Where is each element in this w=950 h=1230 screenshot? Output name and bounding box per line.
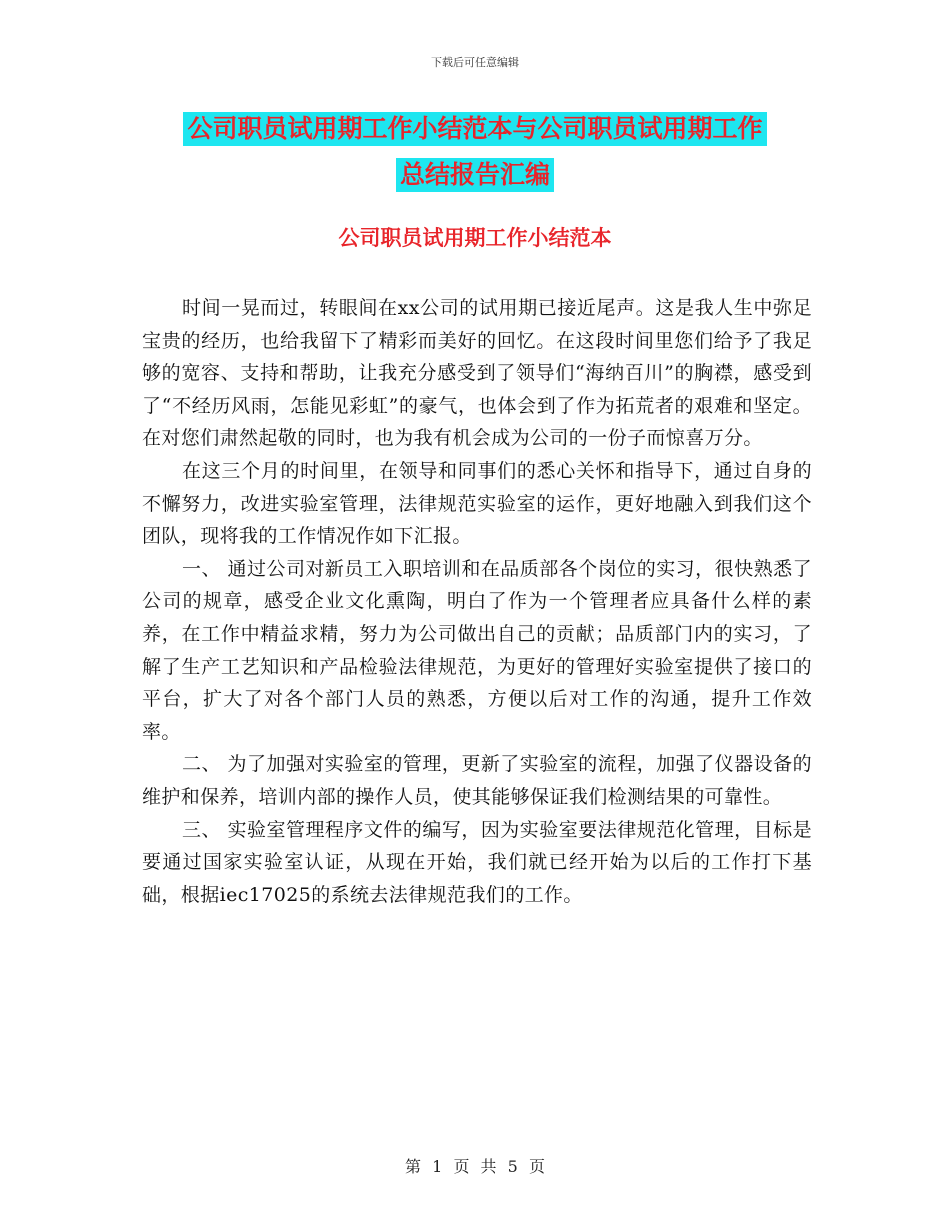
paragraph-item-3: 三、 实验室管理程序文件的编写，因为实验室要法律规范化管理，目标是要通过国家实验室认证，从现在开始，我们就已经开始为以后的工作打下基础，根据iec17025的系统去法律规范我们的工作。 [142,818,812,906]
footer-total-prefix: 共 [480,1157,497,1176]
section-heading: 公司职员试用期工作小结范本 [338,226,612,250]
paragraph-item-2: 二、 为了加强对实验室的管理，更新了实验室的流程，加强了仪器设备的维护和保养，培训内部的操作人员，使其能够保证我们检测结果的可靠性。 [142,753,812,808]
footer-prefix: 第 [405,1157,422,1176]
paragraph-intro: 时间一晃而过，转眼间在xx公司的试用期已接近尾声。这是我人生中弥足宝贵的经历，也给我留下了精彩而美好的回忆。在这段时间里您们给予了我足够的宽容、支持和帮助，让我充分感受到了领导们“海纳百川”的胸襟，感受到了“不经历风雨，怎能见彩虹”的豪气，也体会到了作为拓荒者的艰难和坚定。在对您们肃然起敬的同时，也为我有机会成为公司的一份子而惊喜万分。 [142,297,812,450]
paragraph-item-1: 一、 通过公司对新员工入职培训和在品质部各个岗位的实习，很快熟悉了公司的规章，感受企业文化熏陶，明白了作为一个管理者应具备什么样的素养，在工作中精益求精，努力为公司做出自己的贡献；品质部门内的实习，了解了生产工艺知识和产品检验法律规范，为更好的管理好实验室提供了接口的平台，扩大了对各个部门人员的熟悉，方便以后对工作的沟通，提升工作效率。 [142,557,812,743]
page-footer [0,1154,950,1177]
title-line-1: 公司职员试用期工作小结范本与公司职员试用期工作 [183,112,766,146]
page-total: 5 [507,1157,518,1176]
footer-page-label: 页 [453,1157,470,1176]
body-text [142,292,812,911]
page-number: 1 [432,1157,443,1176]
paragraph-summary: 在这三个月的时间里，在领导和同事们的悉心关怀和指导下，通过自身的不懈努力，改进实验室管理，法律规范实验室的运作，更好地融入到我们这个团队，现将我的工作情况作如下汇报。 [142,459,812,548]
document-title [0,112,950,192]
title-line-2: 总结报告汇编 [396,158,554,192]
footer-total-suffix: 页 [528,1157,545,1176]
header-note: 下载后可任意编辑 [431,56,519,69]
